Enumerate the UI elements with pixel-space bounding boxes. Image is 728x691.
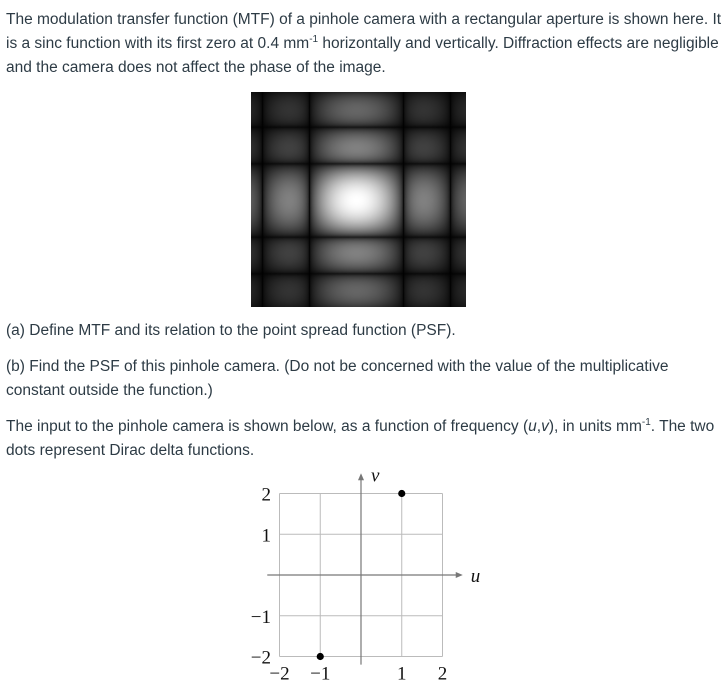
y-tick-label: −2 [250, 647, 271, 669]
x-tick-label: 1 [397, 663, 407, 685]
intro-text-cont: horizontally and vertically. Diffraction effects are negligible and the camera does not affect the phase of the image. [6, 35, 719, 76]
x-tick-label: 2 [437, 663, 448, 685]
v-axis-label: v [371, 468, 380, 487]
y-tick-label: 1 [261, 525, 271, 547]
question-b: (b) Find the PSF of this pinhole camera. (Do not be concerned with the value of the multiplicative constant outside the function.) [6, 358, 669, 399]
y-tick-label: 2 [261, 484, 271, 506]
frequency-plot [236, 468, 496, 691]
dirac-delta-point [317, 653, 324, 660]
input-text-cont: . The two dots represent Dirac delta functions. [6, 418, 715, 459]
dirac-delta-point [398, 490, 405, 497]
question-a: (a) Define MTF and its relation to the point spread function (PSF). [6, 322, 456, 339]
v-var: v [541, 418, 549, 435]
u-axis-label: u [470, 566, 481, 587]
comma: , [536, 418, 542, 435]
intro-paragraph [6, 8, 722, 80]
intro-text: The modulation transfer function (MTF) of a pinhole camera with a rectangular aperture is shown here. It is a sinc function with its first zero at 0.4 mm [6, 11, 722, 52]
mtf-image [251, 92, 466, 307]
v-axis-arrow-icon [358, 473, 364, 480]
y-tick-label: −1 [250, 606, 271, 628]
input-text-mid: ), in units mm [548, 418, 642, 435]
input-description [6, 415, 722, 463]
x-tick-label: −1 [310, 663, 331, 685]
intro-superscript: -1 [309, 34, 319, 45]
x-tick-label: −2 [269, 663, 290, 685]
input-superscript: -1 [641, 417, 651, 428]
u-axis-arrow-icon [456, 572, 463, 578]
u-var: u [528, 418, 537, 435]
input-text: The input to the pinhole camera is shown below, as a function of frequency ( [6, 418, 529, 435]
